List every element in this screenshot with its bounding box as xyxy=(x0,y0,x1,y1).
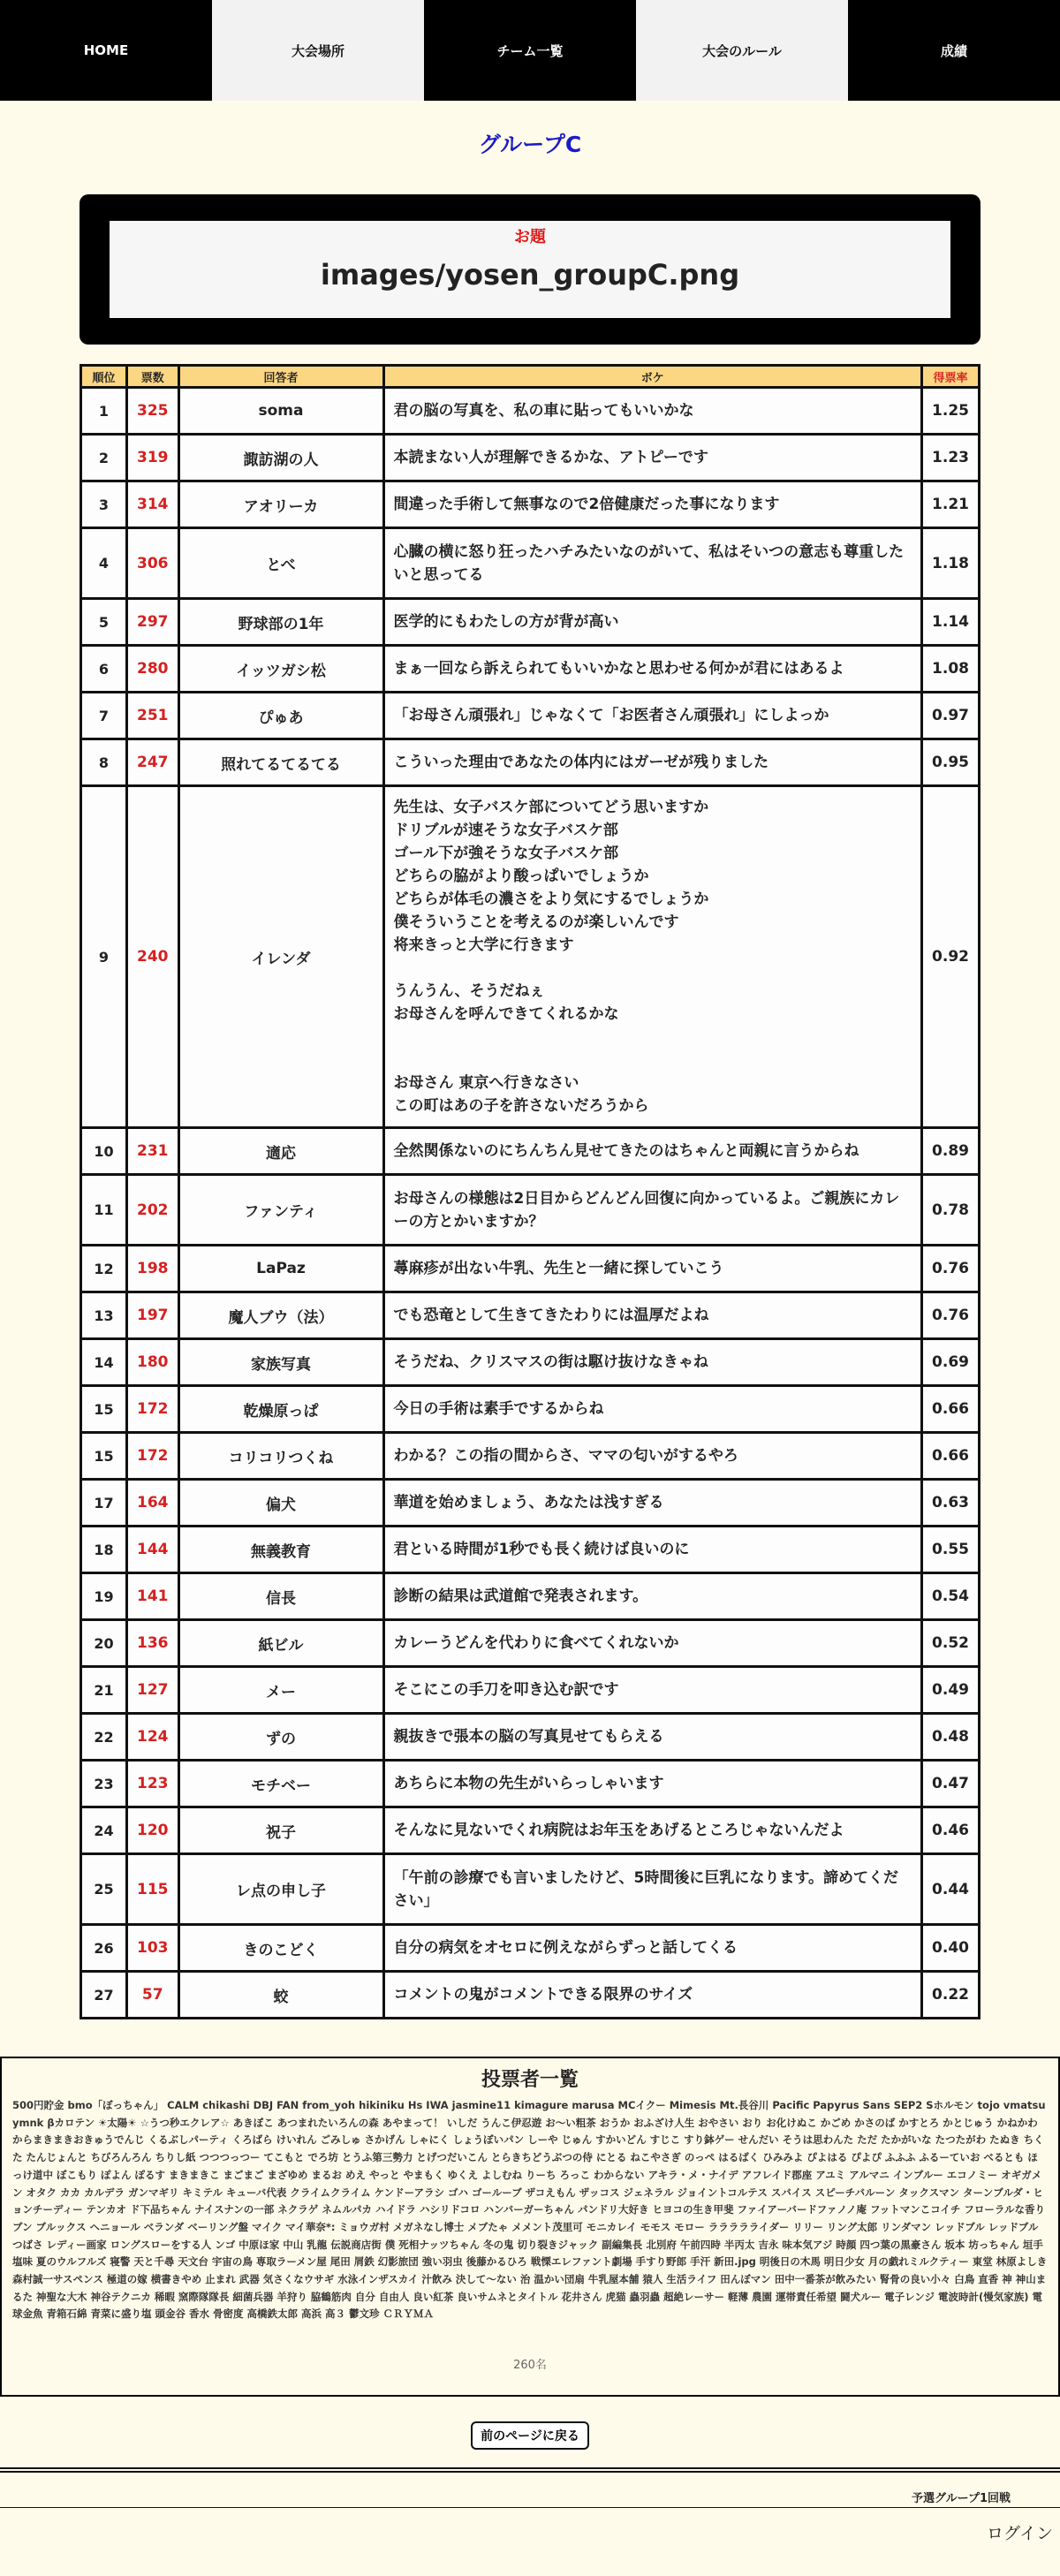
ratio-cell: 0.48 xyxy=(922,1714,980,1761)
respondent-cell: soma xyxy=(178,388,383,435)
votes-cell: 306 xyxy=(127,528,179,599)
rank-cell: 27 xyxy=(81,1972,127,2019)
respondent-cell: 蛟 xyxy=(178,1972,383,2019)
rank-cell: 26 xyxy=(81,1925,127,1972)
respondent-cell: きのこどく xyxy=(178,1925,383,1972)
votes-cell: 124 xyxy=(127,1714,179,1761)
top-nav xyxy=(0,0,1060,101)
boke-cell xyxy=(383,1761,922,1807)
boke-line: こういった理由であなたの体内にはガーゼが残りました xyxy=(393,754,769,771)
ratio-cell: 0.76 xyxy=(922,1292,980,1339)
respondent-cell: イッツガシ松 xyxy=(178,646,383,693)
ratio-cell: 0.54 xyxy=(922,1573,980,1620)
rank-cell: 1 xyxy=(81,388,127,435)
boke-line: 今日の手術は素手でするからね xyxy=(393,1400,604,1418)
respondent-cell: 偏犬 xyxy=(178,1480,383,1527)
boke-line: 将来きっと大学に行きます xyxy=(393,936,574,954)
votes-cell: 172 xyxy=(127,1433,179,1480)
boke-line xyxy=(394,1049,912,1072)
ratio-cell: 0.78 xyxy=(922,1175,980,1246)
votes-cell: 103 xyxy=(127,1925,179,1972)
boke-line: 華道を始めましょう、あなたは浅すぎる xyxy=(393,1494,664,1512)
ranking-body xyxy=(81,388,980,2019)
boke-cell xyxy=(383,599,922,646)
respondent-cell: ファンティ xyxy=(178,1175,383,1246)
footer-divider xyxy=(0,2467,1060,2473)
respondent-cell: 乾燥原っぱ xyxy=(178,1386,383,1433)
boke-cell xyxy=(383,528,922,599)
rank-cell: 11 xyxy=(81,1175,127,1246)
boke-line: この町はあの子を許さないだろうから xyxy=(393,1097,649,1115)
respondent-cell: 野球部の1年 xyxy=(178,599,383,646)
respondent-cell: 紙ビル xyxy=(178,1620,383,1667)
votes-cell: 240 xyxy=(127,786,179,1128)
table-row xyxy=(81,1292,980,1339)
boke-cell xyxy=(383,1246,922,1292)
respondent-cell: とべ xyxy=(178,528,383,599)
table-row xyxy=(81,599,980,646)
rank-cell: 15 xyxy=(81,1386,127,1433)
ratio-cell: 0.66 xyxy=(922,1386,980,1433)
table-row xyxy=(81,1527,980,1573)
odai-box xyxy=(80,194,980,345)
boke-cell xyxy=(383,1807,922,1854)
header-name: 回答者 xyxy=(178,366,383,388)
nav-teams[interactable]: チーム一覧 xyxy=(424,0,636,101)
table-row xyxy=(81,1480,980,1527)
table-row xyxy=(81,435,980,481)
boke-line: コメントの鬼がコメントできる限界のサイズ xyxy=(393,1986,693,2004)
boke-cell xyxy=(383,646,922,693)
table-row xyxy=(81,1620,980,1667)
respondent-cell: イレンダ xyxy=(178,786,383,1128)
back-button[interactable]: 前のページに戻る xyxy=(471,2421,589,2450)
odai-label: お題 xyxy=(514,228,546,246)
ratio-cell: 0.69 xyxy=(922,1339,980,1386)
boke-cell xyxy=(383,1620,922,1667)
table-row xyxy=(81,1246,980,1292)
rank-cell: 5 xyxy=(81,599,127,646)
ratio-cell: 0.92 xyxy=(922,786,980,1128)
boke-cell xyxy=(383,1573,922,1620)
table-row xyxy=(81,1667,980,1714)
group-title: グループC xyxy=(478,132,582,157)
rank-cell: 14 xyxy=(81,1339,127,1386)
respondent-cell: モチベー xyxy=(178,1761,383,1807)
rank-cell: 2 xyxy=(81,435,127,481)
boke-cell xyxy=(383,1339,922,1386)
ratio-cell: 0.46 xyxy=(922,1807,980,1854)
boke-line: ドリブルが速そうな女子バスケ部 xyxy=(393,822,618,839)
boke-line xyxy=(394,957,912,980)
ratio-cell: 0.97 xyxy=(922,693,980,739)
rank-cell: 20 xyxy=(81,1620,127,1667)
boke-line: あちらに本物の先生がいらっしゃいます xyxy=(393,1775,664,1792)
boke-cell xyxy=(383,1386,922,1433)
votes-cell: 172 xyxy=(127,1386,179,1433)
ratio-cell: 0.44 xyxy=(922,1854,980,1925)
footer-divider-thin xyxy=(0,2507,1060,2508)
boke-line: うんうん、そうだねぇ xyxy=(393,982,545,1000)
header-ratio: 得票率 xyxy=(922,366,980,388)
votes-cell: 180 xyxy=(127,1339,179,1386)
rank-cell: 6 xyxy=(81,646,127,693)
table-row xyxy=(81,1339,980,1386)
boke-cell xyxy=(383,1175,922,1246)
boke-line: 親抜きで張本の脳の写真見せてもらえる xyxy=(393,1728,664,1746)
ratio-cell: 1.25 xyxy=(922,388,980,435)
ratio-cell: 0.76 xyxy=(922,1246,980,1292)
boke-cell xyxy=(383,388,922,435)
votes-cell: 57 xyxy=(127,1972,179,2019)
footer-caption: 予選グループ1回戦 xyxy=(911,2492,1011,2505)
boke-line: 本読まない人が理解できるかな、アトピーです xyxy=(393,449,708,466)
ratio-cell: 0.63 xyxy=(922,1480,980,1527)
votes-cell: 280 xyxy=(127,646,179,693)
nav-results[interactable]: 成績 xyxy=(848,0,1060,101)
nav-venue[interactable]: 大会場所 xyxy=(212,0,424,101)
table-row xyxy=(81,1573,980,1620)
ratio-cell: 1.18 xyxy=(922,528,980,599)
boke-cell xyxy=(383,739,922,786)
table-row xyxy=(81,693,980,739)
boke-line: 医学的にもわたしの方が背が高い xyxy=(393,613,619,631)
table-row xyxy=(81,1854,980,1925)
ratio-cell: 0.22 xyxy=(922,1972,980,2019)
boke-cell xyxy=(383,1128,922,1175)
votes-cell: 231 xyxy=(127,1128,179,1175)
boke-cell xyxy=(383,1972,922,2019)
respondent-cell: 祝子 xyxy=(178,1807,383,1854)
boke-line: お母さんの様態は2日目からどんどん回復に向かっているよ。ご親族にカレーの方とかいますか？ xyxy=(393,1189,900,1231)
table-row xyxy=(81,646,980,693)
boke-cell xyxy=(383,481,922,528)
rank-cell: 15 xyxy=(81,1433,127,1480)
ratio-cell: 0.95 xyxy=(922,739,980,786)
rank-cell: 8 xyxy=(81,739,127,786)
respondent-cell: ぴゅあ xyxy=(178,693,383,739)
ratio-cell: 0.89 xyxy=(922,1128,980,1175)
table-row xyxy=(81,1807,980,1854)
boke-line: 診断の結果は武道館で発表されます。 xyxy=(393,1587,648,1605)
rank-cell: 23 xyxy=(81,1761,127,1807)
respondent-cell: 諏訪湖の人 xyxy=(178,435,383,481)
odai-image-placeholder: images/yosen_groupC.png xyxy=(320,258,740,292)
respondent-cell: LaPaz xyxy=(178,1246,383,1292)
boke-line: わかる？この指の間からさ、ママの匂いがするやろ xyxy=(393,1447,738,1465)
rank-cell: 22 xyxy=(81,1714,127,1761)
boke-line: お母さんを呼んできてくれるかな xyxy=(393,1005,619,1023)
table-row xyxy=(81,1433,980,1480)
votes-cell: 198 xyxy=(127,1246,179,1292)
boke-cell xyxy=(383,1714,922,1761)
boke-line: でも恐竜として生きてきたわりには温厚だよね xyxy=(393,1307,709,1324)
rank-cell: 4 xyxy=(81,528,127,599)
table-row xyxy=(81,1925,980,1972)
rank-cell: 9 xyxy=(81,786,127,1128)
boke-line: 蕁麻疹が出ない牛乳、先生と一緒に探していこう xyxy=(393,1260,724,1277)
ratio-cell: 0.66 xyxy=(922,1433,980,1480)
boke-line: 君の脳の写真を、私の車に貼ってもいいかな xyxy=(393,402,694,420)
rank-cell: 17 xyxy=(81,1480,127,1527)
table-row xyxy=(81,739,980,786)
respondent-cell: 適応 xyxy=(178,1128,383,1175)
boke-line: お母さん 東京へ行きなさい xyxy=(393,1074,579,1092)
boke-cell xyxy=(383,693,922,739)
rank-cell: 13 xyxy=(81,1292,127,1339)
boke-cell xyxy=(383,1925,922,1972)
rank-cell: 3 xyxy=(81,481,127,528)
nav-home[interactable]: HOME xyxy=(0,0,212,101)
boke-line: 間違った手術して無事なので2倍健康だった事になります xyxy=(393,496,780,513)
votes-cell: 115 xyxy=(127,1854,179,1925)
boke-cell xyxy=(383,1667,922,1714)
boke-line: 心臓の横に怒り狂ったハチみたいなのがいて、私はそいつの意志も尊重したいと思ってる xyxy=(393,542,905,584)
votes-cell: 314 xyxy=(127,481,179,528)
table-row xyxy=(81,481,980,528)
boke-line: どちらが体毛の濃さをより気にするでしょうか xyxy=(393,890,709,908)
ranking-table xyxy=(80,364,980,2019)
votes-cell: 297 xyxy=(127,599,179,646)
boke-cell xyxy=(383,435,922,481)
respondent-cell: 家族写真 xyxy=(178,1339,383,1386)
votes-cell: 202 xyxy=(127,1175,179,1246)
respondent-cell: メー xyxy=(178,1667,383,1714)
rank-cell: 21 xyxy=(81,1667,127,1714)
rank-cell: 18 xyxy=(81,1527,127,1573)
respondent-cell: 無義教育 xyxy=(178,1527,383,1573)
boke-cell xyxy=(383,1854,922,1925)
votes-cell: 164 xyxy=(127,1480,179,1527)
rank-cell: 12 xyxy=(81,1246,127,1292)
boke-line xyxy=(394,1026,912,1049)
ratio-cell: 1.14 xyxy=(922,599,980,646)
ratio-cell: 0.55 xyxy=(922,1527,980,1573)
boke-line: そうだね、クリスマスの街は駆け抜けなきゃね xyxy=(393,1353,708,1371)
respondent-cell: レ点の申し子 xyxy=(178,1854,383,1925)
login-link[interactable]: ログイン xyxy=(986,2524,1053,2543)
boke-line: ゴール下が強そうな女子バスケ部 xyxy=(393,845,619,862)
ratio-cell: 1.21 xyxy=(922,481,980,528)
table-row xyxy=(81,1972,980,2019)
votes-cell: 120 xyxy=(127,1807,179,1854)
table-row xyxy=(81,388,980,435)
table-row xyxy=(81,1714,980,1761)
boke-line: まぁ一回なら訴えられてもいいかなと思わせる何かが君にはあるよ xyxy=(393,660,844,678)
table-row xyxy=(81,1761,980,1807)
votes-cell: 127 xyxy=(127,1667,179,1714)
votes-cell: 141 xyxy=(127,1573,179,1620)
votes-cell: 319 xyxy=(127,435,179,481)
voters-list: 500円貯金 bmo「ぼっちゃん」 CALM chikashi DBJ FAN from_yoh hikiniku Hs IWA jasmine11 kimagure marusa MCイクー Mimesis Mt.長谷川 Pacific Papyrus Sans SEP2 Sホルモン tojo vmatsu ymnk βカロテン ☀太陽☀ ☆うつ秒エクレア☆ あきぼこ あつまれたいろんの森 あやまって！ いしだ うんこ伊忍遊 お〜い粗茶 おうか おふざけ人生 おやさい おり お化けぬこ かごめ かさのば かすとろ かとじゅう かねかわ からまきまきおきゅうでんじ くるぶしパーティ くろばら けいれん ごみしゅ さかげん しゃにく しょうぼいパン しーや じゅん すかいどん すじこ すり鉢ゲー せんだい そうは思わんた ただ たかがいな たつたがわ たぬき ちくた たんじょんと ちびろんろん ちりし紙 つつつっつー てこもと でろ坊 とうふ第三勢力 とげつだいこん とらきちどうぶつの侍 にとる ねこやさぎ のっぺ はるばく ひみみよ ぴよはる ぴよぴ ふふふ ふるーていお べるとも ほっけ道中 ぼこもり ぽよん ぽるす まきまきこ まごまご まざゆめ まるお めえ やっと やまもく ゆくえ よしむね りーち ろっこ わからない アキラ・メ・ナイデ アフレイド郡座 アユミ アルマニ インブルー エコノミー オギガメン オタク カカ カルデラ ガンマギリ キミテル キューバ代表 クライムクライム ケンドーアラシ ゴハ ゴールーブ ザコえもん ザッコス ジェネラル ジョイントコルテス スバイス スピーチバルーン タックスマン ターンブルダ・ヒョンチーディー テンカオ ド下品ちゃん ナイスナンの一部 ネクラゲ ネムルパカ ハイドラ ハシリドコロ ハンバーガーちゃん パンドリ大好き ヒヨコの生き甲斐 ファイアーバードファノノ庵 フットマンこコイチ フローラルな香り ブン ブルックス ヘニョール ベランダ ベーリング盤 マイク マイ華奈*: ミョウガ村 メガネなし博士 メブたゃ メメント茂里可 モニカレイ モモス モロー ララララライダー リリー リング太郎 リンダマン レッドブル レッドブルつばさ レディー画家 ロングスローをする人 ンゴ 中原ほ家 中山 乳龍 伝説商店街 僕 死相ナッツちゃん 冬の鬼 切り裂きジャック 副編集長 北別府 午前四時 半丙太 吉永 味本気アジ 時顔 四つ葉の黒豪さん 坂本 坊っちゃん 垣手 塩味 夏のウルフルズ 寝警 天と千尋 天文台 宇宙の鳥 専取ラーメン屋 尾田 屑鉄 幻影旅団 強い羽虫 後藤かるひろ 戦慄エレファント劇場 手すり野郎 手汗 新田.jpg 明後日の木馬 明日少女 月の戯れミルクティー 東堂 林原よしき 森村誠一サスペンス 極道の嫁 横書きやめ 止まれ 武器 気さくなウサギ 水泳インザスカイ 汁飲み 決して〜ない 治 温かい団扇 牛乳屋本舗 猿人 生活ライフ 田んぼマン 田中一番茶が飲みたい 腎骨の良い小々 白鳥 直香 神 神山まるた 神聖な大木 神谷テクニカ 稀暇 窯際隊隊長 細菌兵器 羊狩り 脇鶴筋肉 自分 自由人 良い紅茶 良いサムネとタイトル 花井さん 虎猫 蟲羽蟲 超絶レーサー 軽薄 農園 運帯責任希望 闘犬ルー 電子レンジ 電波時計(慢気家族) 電球金魚 青箱石綿 青菜に盛り塩 頭金谷 香水 骨密度 高橋鉄太郎 高浜 高３ 鬱文珍 ＣＲＹＭＡ xyxy=(12,2099,1048,2321)
votes-cell: 325 xyxy=(127,388,179,435)
votes-cell: 136 xyxy=(127,1620,179,1667)
ratio-cell: 1.08 xyxy=(922,646,980,693)
odai-inner xyxy=(110,221,950,318)
votes-cell: 251 xyxy=(127,693,179,739)
votes-cell: 247 xyxy=(127,739,179,786)
respondent-cell: ずの xyxy=(178,1714,383,1761)
boke-cell xyxy=(383,1433,922,1480)
votes-cell: 123 xyxy=(127,1761,179,1807)
boke-cell xyxy=(383,1527,922,1573)
boke-cell xyxy=(383,1292,922,1339)
voters-title: 投票者一覧 xyxy=(481,2069,579,2091)
boke-line: 僕そういうことを考えるのが楽しいんです xyxy=(393,913,679,931)
header-rank: 順位 xyxy=(81,366,127,388)
ratio-cell: 0.49 xyxy=(922,1667,980,1714)
rank-cell: 24 xyxy=(81,1807,127,1854)
boke-line: 全然関係ないのにちんちん見せてきたのはちゃんと両親に言うからね xyxy=(393,1142,859,1160)
voters-section xyxy=(0,2057,1060,2397)
respondent-cell: 照れてるてるてる xyxy=(178,739,383,786)
rank-cell: 7 xyxy=(81,693,127,739)
voters-count: 260名 xyxy=(513,2359,547,2372)
ratio-cell: 0.40 xyxy=(922,1925,980,1972)
boke-line: そんなに見ないでくれ病院はお年玉をあげるところじゃないんだよ xyxy=(393,1822,844,1839)
table-row xyxy=(81,786,980,1128)
respondent-cell: 魔人ブウ（法） xyxy=(178,1292,383,1339)
boke-line: 「お母さん頑張れ」じゃなくて「お医者さん頑張れ」にしよっか xyxy=(393,707,829,724)
boke-cell xyxy=(383,786,922,1128)
respondent-cell: 信長 xyxy=(178,1573,383,1620)
ratio-cell: 0.52 xyxy=(922,1620,980,1667)
votes-cell: 144 xyxy=(127,1527,179,1573)
table-row xyxy=(81,1128,980,1175)
respondent-cell: アオリーカ xyxy=(178,481,383,528)
ratio-cell: 1.23 xyxy=(922,435,980,481)
rank-cell: 10 xyxy=(81,1128,127,1175)
table-row xyxy=(81,1175,980,1246)
table-row xyxy=(81,528,980,599)
boke-line: どちらの脇がより酸っぱいでしょうか xyxy=(393,868,649,885)
table-row xyxy=(81,1386,980,1433)
header-votes: 票数 xyxy=(127,366,179,388)
respondent-cell: コリコリつくね xyxy=(178,1433,383,1480)
ratio-cell: 0.47 xyxy=(922,1761,980,1807)
votes-cell: 197 xyxy=(127,1292,179,1339)
rank-cell: 19 xyxy=(81,1573,127,1620)
boke-line: 自分の病気をオセロに例えながらずっと話してくる xyxy=(393,1939,738,1957)
boke-line: カレーうどんを代わりに食べてくれないか xyxy=(393,1634,679,1652)
nav-rules[interactable]: 大会のルール xyxy=(636,0,848,101)
boke-line: 先生は、女子バスケ部についてどう思いますか xyxy=(393,799,709,816)
rank-cell: 25 xyxy=(81,1854,127,1925)
boke-cell xyxy=(383,1480,922,1527)
boke-line: そこにこの手刀を叩き込む訳です xyxy=(393,1681,619,1699)
header-boke: ボケ xyxy=(383,366,922,388)
boke-line: 君といる時間が1秒でも長く続けば良いのに xyxy=(393,1541,690,1558)
boke-line: 「午前の診療でも言いましたけど、5時間後に巨乳になります。諦めてください」 xyxy=(393,1868,898,1910)
